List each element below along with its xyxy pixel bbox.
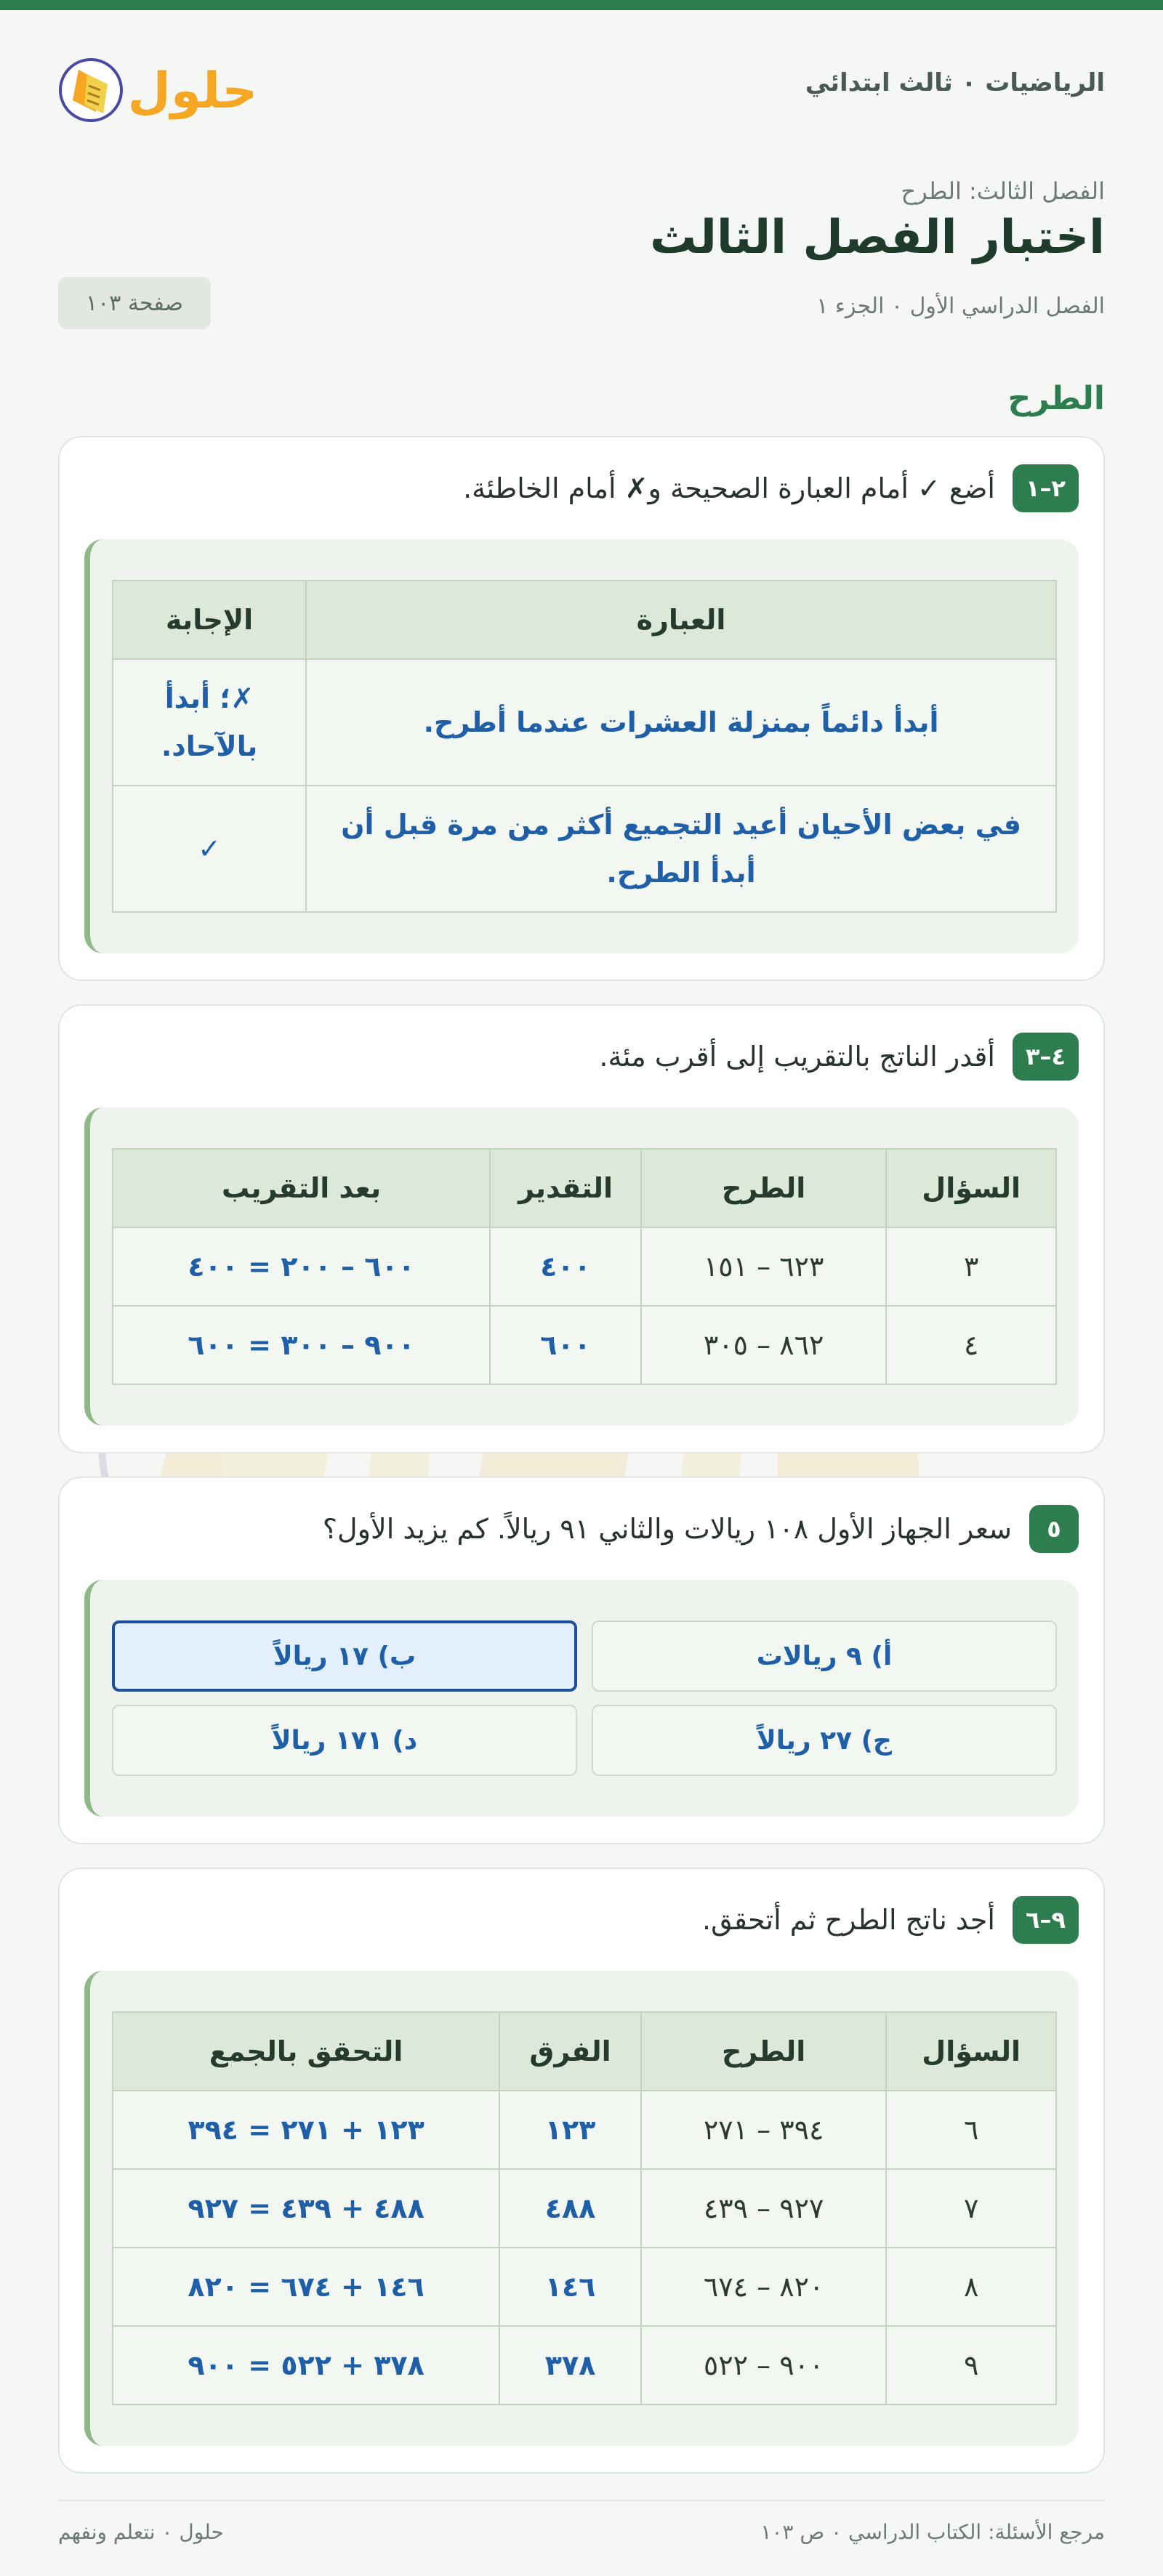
- page-number-badge: صفحة ١٠٣: [58, 277, 211, 329]
- check-cell: ٤٨٨ + ٤٣٩ = ٩٢٧: [113, 2169, 499, 2248]
- table-row: [113, 1227, 1056, 1306]
- question-card-1-2: [58, 436, 1105, 981]
- question-number-cell: ٣: [886, 1227, 1056, 1306]
- question-number-badge: ٤–٣: [1013, 1033, 1079, 1081]
- question-header: [84, 1504, 1079, 1554]
- answer-cell: ✗؛ أبدأ بالآحاد.: [113, 659, 306, 786]
- option-b-selected[interactable]: ب) ١٧ ريالاً: [112, 1620, 577, 1692]
- multiple-choice-options: [112, 1620, 1057, 1776]
- question-header: [84, 464, 1079, 513]
- subtraction-cell: ٨٦٢ – ٣٠٥: [641, 1306, 886, 1384]
- question-text: سعر الجهاز الأول ١٠٨ ريالات والثاني ٩١ ريالاً. كم يزيد الأول؟: [322, 1513, 1012, 1545]
- statement-cell: أبدأ دائماً بمنزلة العشرات عندما أطرح.: [306, 659, 1056, 786]
- subtraction-cell: ٦٢٣ – ١٥١: [641, 1227, 886, 1306]
- hulool-logo[interactable]: [58, 47, 269, 134]
- question-card-5: [58, 1477, 1105, 1844]
- difference-cell: ١٢٣: [499, 2091, 641, 2169]
- true-false-table: [112, 580, 1057, 913]
- question-card-6-9: [58, 1868, 1105, 2474]
- question-number-cell: ٨: [886, 2248, 1056, 2326]
- table-row: [113, 2091, 1056, 2169]
- column-header-rounded: بعد التقريب: [113, 1149, 490, 1227]
- check-cell: ١٤٦ + ٦٧٤ = ٨٢٠: [113, 2248, 499, 2326]
- subtraction-cell: ٩٢٧ – ٤٣٩: [641, 2169, 886, 2248]
- header: [58, 10, 1105, 177]
- estimate-cell: ٤٠٠: [490, 1227, 641, 1306]
- table-row: [113, 659, 1056, 786]
- answer-cell: ✓: [113, 786, 306, 912]
- subject-label: الرياضيات ٠ ثالث ابتدائي: [805, 68, 1105, 97]
- column-header-estimate: التقدير: [490, 1149, 641, 1227]
- chapter-label: الفصل الثالث: الطرح: [901, 177, 1105, 205]
- estimate-cell: ٦٠٠: [490, 1306, 641, 1384]
- difference-cell: ١٤٦: [499, 2248, 641, 2326]
- answer-panel: [84, 1107, 1079, 1426]
- column-header-question: السؤال: [886, 2012, 1056, 2091]
- question-header: [84, 1032, 1079, 1081]
- table-row: [113, 2326, 1056, 2405]
- subtraction-cell: ٨٢٠ – ٦٧٤: [641, 2248, 886, 2326]
- statement-cell: في بعض الأحيان أعيد التجميع أكثر من مرة قبل أن أبدأ الطرح.: [306, 786, 1056, 912]
- question-text: أضع ✓ أمام العبارة الصحيحة و✗ أمام الخاطئة.: [463, 472, 995, 504]
- table-row: [113, 2169, 1056, 2248]
- footer-reference: مرجع الأسئلة: الكتاب الدراسي ٠ ص ١٠٣: [760, 2520, 1105, 2544]
- column-header-question: السؤال: [886, 1149, 1056, 1227]
- subtraction-cell: ٩٠٠ – ٥٢٢: [641, 2326, 886, 2405]
- option-d[interactable]: د) ١٧١ ريالاً: [112, 1705, 577, 1776]
- subtraction-check-table: [112, 2011, 1057, 2405]
- question-text: أجد ناتج الطرح ثم أتحقق.: [702, 1904, 995, 1936]
- page: [58, 10, 1105, 2497]
- question-number-badge: ٥: [1029, 1505, 1079, 1553]
- question-card-3-4: [58, 1004, 1105, 1453]
- column-header-answer: الإجابة: [113, 581, 306, 659]
- table-row: [113, 786, 1056, 912]
- question-number-badge: ٢–١: [1013, 464, 1079, 512]
- footer: [58, 2500, 1105, 2544]
- title-block: [58, 177, 1105, 352]
- question-number-cell: ٩: [886, 2326, 1056, 2405]
- page-title: اختبار الفصل الثالث: [650, 211, 1105, 265]
- question-header: [84, 1895, 1079, 1945]
- option-a[interactable]: أ) ٩ ريالات: [592, 1620, 1057, 1692]
- difference-cell: ٤٨٨: [499, 2169, 641, 2248]
- table-row: [113, 2248, 1056, 2326]
- question-number-cell: ٤: [886, 1306, 1056, 1384]
- check-cell: ١٢٣ + ٢٧١ = ٣٩٤: [113, 2091, 499, 2169]
- question-number-badge: ٩–٦: [1013, 1896, 1079, 1944]
- column-header-check: التحقق بالجمع: [113, 2012, 499, 2091]
- logo-text: حلول: [127, 62, 258, 120]
- column-header-statement: العبارة: [306, 581, 1056, 659]
- question-number-cell: ٦: [886, 2091, 1056, 2169]
- column-header-difference: الفرق: [499, 2012, 641, 2091]
- top-accent-bar: [0, 0, 1163, 10]
- answer-panel: [84, 1580, 1079, 1817]
- answer-panel: [84, 1971, 1079, 2446]
- column-header-subtraction: الطرح: [641, 2012, 886, 2091]
- table-row: [113, 1306, 1056, 1384]
- footer-brand: حلول ٠ نتعلم ونفهم: [58, 2520, 224, 2544]
- column-header-subtraction: الطرح: [641, 1149, 886, 1227]
- subtraction-cell: ٣٩٤ – ٢٧١: [641, 2091, 886, 2169]
- option-c[interactable]: ج) ٢٧ ريالاً: [592, 1705, 1057, 1776]
- difference-cell: ٣٧٨: [499, 2326, 641, 2405]
- rounded-cell: ٩٠٠ – ٣٠٠ = ٦٠٠: [113, 1306, 490, 1384]
- section-title: الطرح: [1007, 380, 1105, 417]
- check-cell: ٣٧٨ + ٥٢٢ = ٩٠٠: [113, 2326, 499, 2405]
- semester-label: الفصل الدراسي الأول ٠ الجزء ١: [816, 294, 1105, 319]
- question-text: أقدر الناتج بالتقريب إلى أقرب مئة.: [599, 1041, 995, 1073]
- rounded-cell: ٦٠٠ – ٢٠٠ = ٤٠٠: [113, 1227, 490, 1306]
- question-number-cell: ٧: [886, 2169, 1056, 2248]
- answer-panel: [84, 539, 1079, 953]
- estimation-table: [112, 1148, 1057, 1385]
